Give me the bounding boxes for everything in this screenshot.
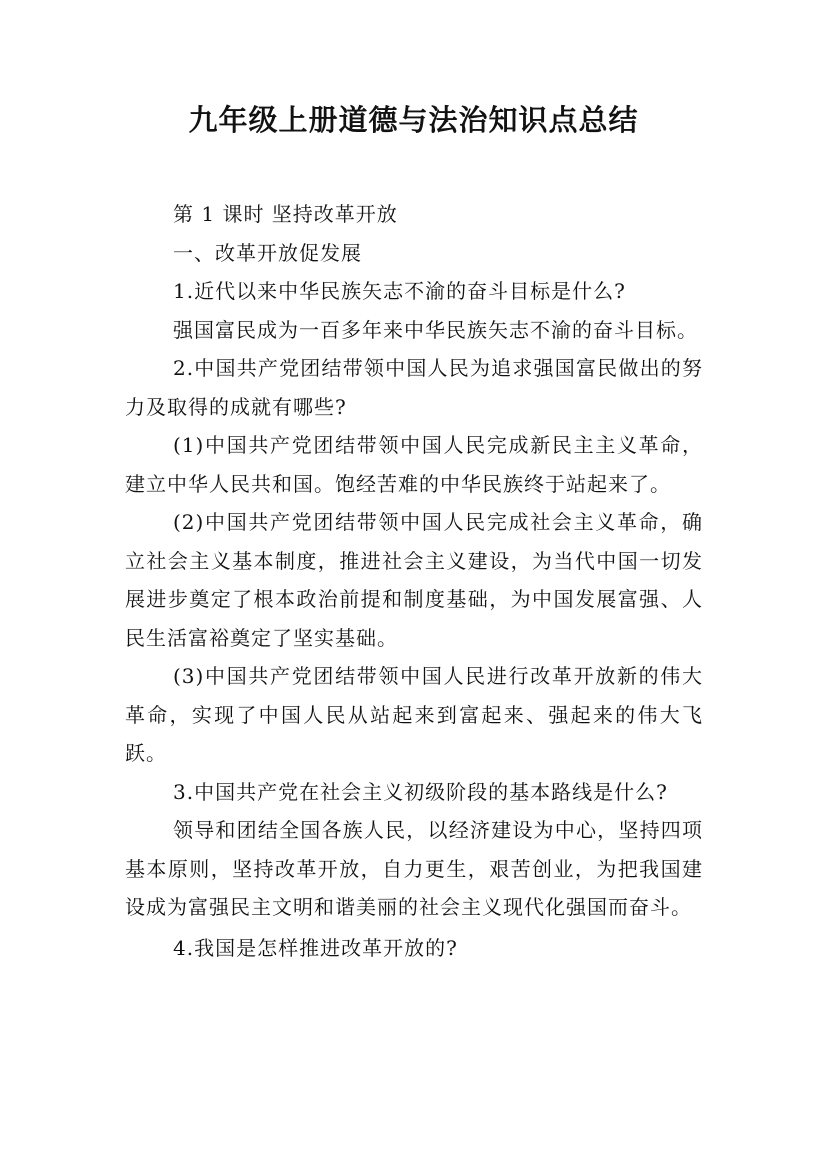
answer-2-point-1: (1)中国共产党团结带领中国人民完成新民主主义革命，建立中华人民共和国。饱经苦难的中华民族终于站起来了。: [125, 433, 703, 496]
question-1: 1.近代以来中华民族矢志不渝的奋斗目标是什么?: [173, 279, 626, 303]
answer-2-point-2: (2)中国共产党团结带领中国人民完成社会主义革命，确立社会主义基本制度，推进社会主义建设，为当代中国一切发展进步奠定了根本政治前提和制度基础，为中国发展富强、人民生活富裕奠定了坚实基础。: [125, 510, 703, 650]
lesson-heading: 第 1 课时 坚持改革开放: [173, 202, 398, 226]
section-heading: 一、改革开放促发展: [173, 240, 362, 265]
question-2: 2.中国共产党团结带领中国人民为追求强国富民做出的努力及取得的成就有哪些?: [125, 356, 703, 419]
question-3: 3.中国共产党在社会主义初级阶段的基本路线是什么?: [173, 779, 668, 804]
answer-1: 强国富民成为一百多年来中华民族矢志不渝的奋斗目标。: [173, 317, 698, 342]
question-4: 4.我国是怎样推进改革开放的?: [173, 935, 458, 960]
answer-3: 领导和团结全国各族人民，以经济建设为中心，坚持四项基本原则，坚持改革开放，自力更生，艰苦创业，为把我国建设成为富强民主文明和谐美丽的社会主义现代化强国而奋斗。: [125, 818, 703, 919]
document-body: [125, 195, 703, 967]
answer-2-point-3: (3)中国共产党团结带领中国人民进行改革开放新的伟大革命，实现了中国人民从站起来到富起来、强起来的伟大飞跃。: [125, 664, 703, 765]
document-title: 九年级上册道德与法治知识点总结: [188, 103, 639, 137]
